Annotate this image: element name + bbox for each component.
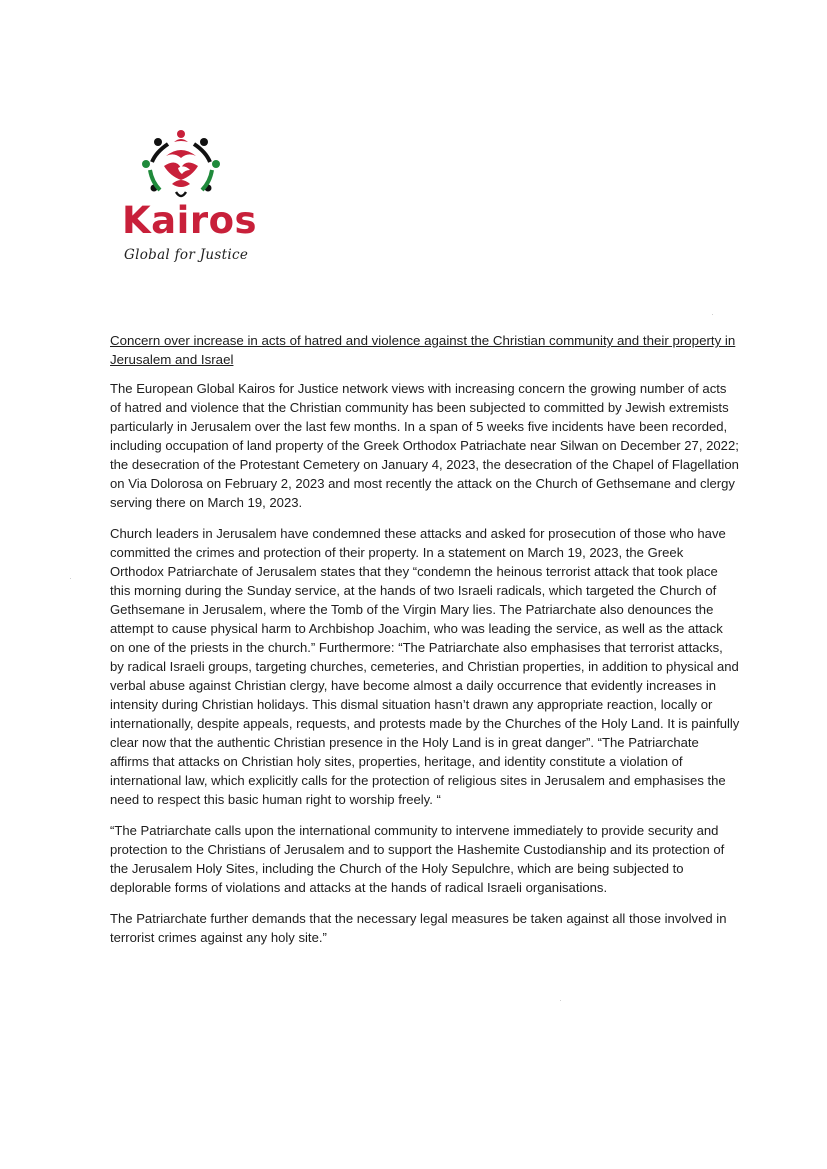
logo-tagline: Global for Justice [124, 247, 249, 263]
scan-speck [712, 314, 713, 315]
scan-speck [70, 578, 71, 579]
paragraph: Church leaders in Jerusalem have condemned these attacks and asked for prosecution of those who have committed the crimes and protection of their property. In a statement on March 19, 2023, the Greek Orthodox Patriarchate of Jerusalem states that they “condemn the heinous terrorist attack that took place this morning during the Sunday service, at the hands of two Israeli radicals, which targeted the Church of Gethsemane in Jerusalem, where the Tomb of the Virgin Mary lies. The Patriarchate also denounces the attempt to cause physical harm to Archbishop Joachim, who was leading the service, as well as the attack on one of the priests in the church.” Furthermore: “The Patriarchate also emphasises that terrorist attacks, by radical Israeli groups, targeting churches, cemeteries, and Christian properties, in addition to physical and verbal abuse against Christian clergy, have become almost a daily occurrence that evidently increases in intensity during Christian holidays. This dismal situation hasn’t drawn any appropriate reaction, locally or internationally, despite appeals, requests, and protests made by the Churches of the Holy Land. It is painfully clear now that the authentic Christian presence in the Holy Land is in great danger”. “The Patriarchate affirms that attacks on Christian holy sites, properties, heritage, and identity constitute a violation of international law, which explicitly calls for the protection of religious sites in Jerusalem and emphasises the need to respect this basic human right to worship freely. “ [110, 526, 740, 807]
document-headline: Concern over increase in acts of hatred and violence against the Christian community and their property in Jerusalem and Israel [110, 333, 736, 367]
paragraph: The Patriarchate further demands that the necessary legal measures be taken against all those involved in terrorist crimes against any holy site.” [110, 911, 727, 945]
kairos-emblem-icon [136, 128, 226, 208]
scan-speck [560, 1000, 561, 1001]
logo-wordmark: Kairos [122, 199, 258, 242]
paragraph: “The Patriarchate calls upon the international community to intervene immediately to provide security and protection to the Christians of Jerusalem and to support the Hashemite Custodianship and its protection of the Jerusalem Holy Sites, including the Church of the Holy Sepulchre, which are being subjected to deplorable forms of violations and attacks at the hands of radical Israeli organisations. [110, 823, 725, 895]
paragraph: The European Global Kairos for Justice network views with increasing concern the growing number of acts of hatred and violence that the Christian community has been subjected to committed by Jewish extremists particularly in Jerusalem over the last few months. In a span of 5 weeks five incidents have been recorded, including occupation of land property of the Greek Orthodox Patriachate near Silwan on December 27, 2022; the desecration of the Protestant Cemetery on January 4, 2023, the desecration of the Chapel of Flagellation on Via Dolorosa on February 2, 2023 and most recently the attack on the Church of Gethsemane and clergy serving there on March 19, 2023. [110, 381, 739, 510]
dove-swirl [164, 150, 198, 196]
document-body [110, 331, 740, 959]
kairos-logo [108, 128, 258, 278]
